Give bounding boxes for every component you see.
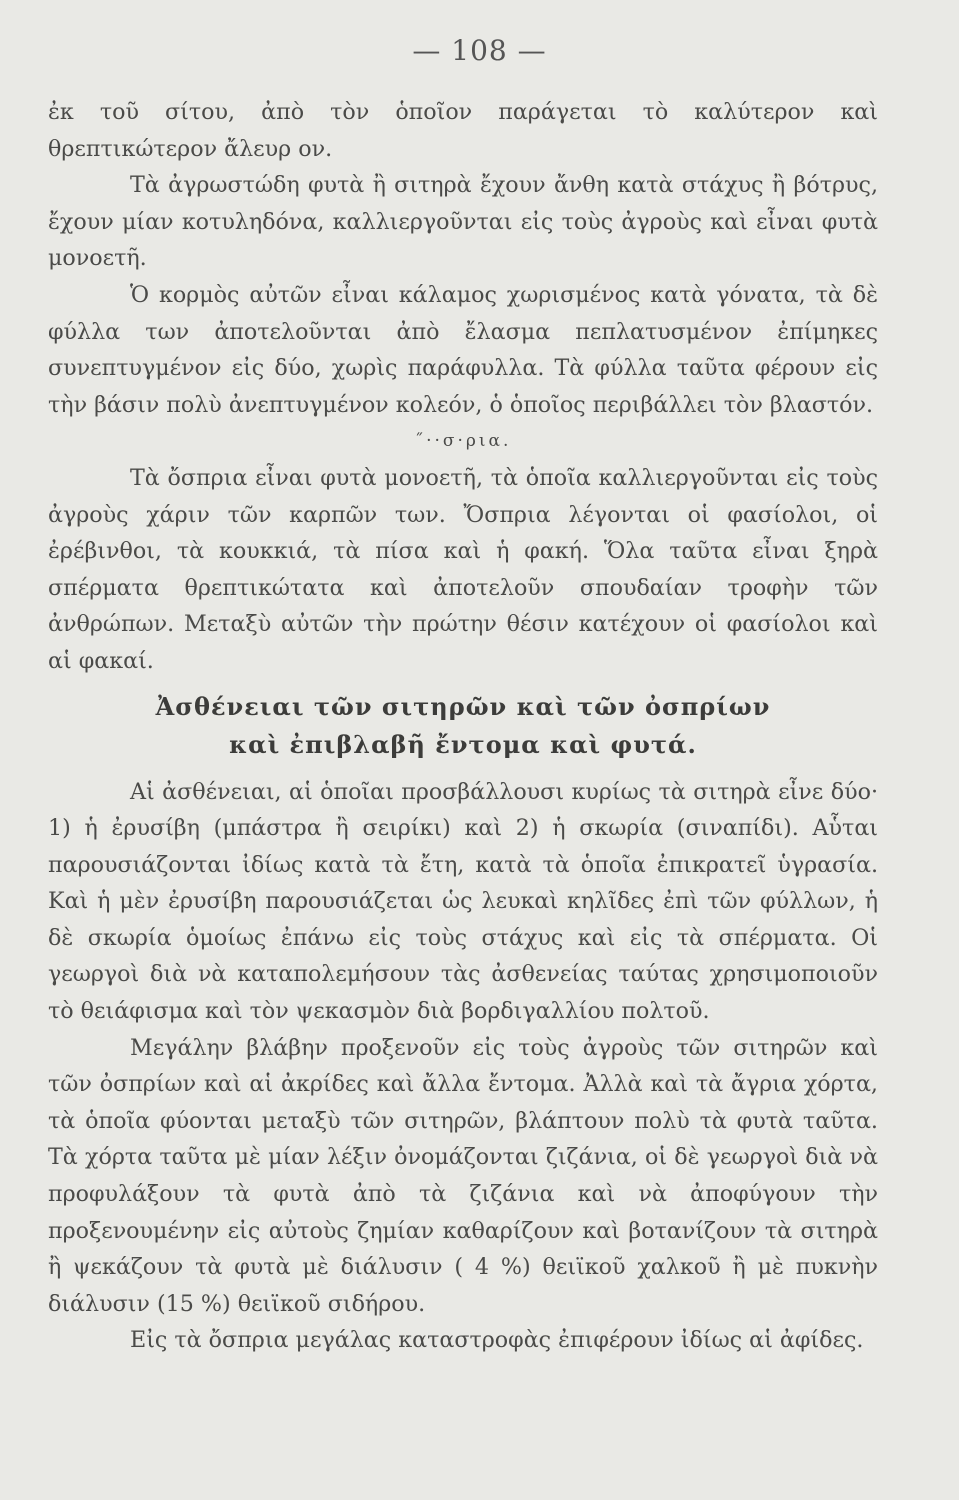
heading-line: Ἀσθένειαι τῶν σιτηρῶν καὶ τῶν ὀσπρίων [155, 691, 771, 721]
section-heading [48, 688, 878, 764]
heading-line: καὶ ἐπιβλαβῆ ἔντομα καὶ φυτά. [229, 729, 697, 759]
paragraph: Αἱ ἀσθένειαι, αἱ ὁποῖαι προσβάλλουσι κυρίως τὰ σιτηρὰ εἶνε δύο· 1) ἡ ἐρυσίβη (μπάστρα ἢ σειρίκι) καὶ 2) ἡ σκωρία (σιναπίδι). Αὗται παρουσιάζονται ἰδίως κατὰ τὰ ἔτη, κατὰ τὰ ὁποῖα ἐπικρατεῖ ὑγρασία. Καὶ ἡ μὲν ἐρυσίβη παρουσιάζεται ὡς λευκαὶ κηλῖδες ἐπὶ τῶν φύλλων, ἡ δὲ σκωρία ὁμοίως ἐπάνω εἰς τοὺς στάχυς καὶ εἰς τὰ σπέρματα. Οἱ γεωργοὶ διὰ νὰ καταπολεμήσουν τὰς ἀσθενείας ταύτας χρησιμοποιοῦν τὸ θειάφισμα καὶ τὸν ψεκασμὸν διὰ βορδιγαλλίου πολτοῦ. [48, 778, 878, 1025]
paragraph: Τὰ ὄσπρια εἶναι φυτὰ μονοετῆ, τὰ ὁποῖα καλλιεργοῦνται εἰς τοὺς ἀγροὺς χάριν τῶν καρπῶν των. Ὄσπρια λέγονται οἱ φασίολοι, οἱ ἐρέβινθοι, τὰ κουκκιά, τὰ πίσα καὶ ἡ φακή. Ὅλα ταῦτα εἶναι ξηρὰ σπέρματα θρεπτικώτατα καὶ ἀποτελοῦν σπουδαίαν τροφὴν τῶν ἀνθρώπων. Μεταξὺ αὐτῶν τὴν πρώτην θέσιν κατέχουν οἱ φασίολοι καὶ αἱ φακαί. [48, 464, 878, 674]
body-text [48, 94, 878, 1359]
paragraph: Ὁ κορμὸς αὐτῶν εἶναι κάλαμος χωρισμένος κατὰ γόνατα, τὰ δὲ φύλλα των ἀποτελοῦνται ἀπὸ ἔλασμα πεπλατυσμένον ἐπίμηκες συνεπτυγμένον εἰς δύο, χωρὶς παράφυλλα. Τὰ φύλλα ταῦτα φέρουν εἰς τὴν βάσιν πολὺ ἀνεπτυγμένον κολεόν, ὁ ὁποῖος περιβάλλει τὸν βλαστόν. [48, 281, 878, 418]
paragraph: Τὰ ἀγρωστώδη φυτὰ ἢ σιτηρὰ ἔχουν ἄνθη κατὰ στάχυς ἢ βότρυς, ἔχουν μίαν κοτυληδόνα, καλλιεργοῦνται εἰς τοὺς ἀγροὺς καὶ εἶναι φυτὰ μονοετῆ. [48, 172, 878, 272]
page-number: — 108 — [412, 34, 547, 67]
paragraph: Εἰς τὰ ὄσπρια μεγάλας καταστροφὰς ἐπιφέρουν ἰδίως αἱ ἀφίδες. [130, 1327, 864, 1354]
section-subtitle: ˝··σ·ρια. [414, 431, 512, 452]
paragraph: ἐκ τοῦ σίτου, ἀπὸ τὸν ὁποῖον παράγεται τὸ καλύτερον καὶ θρεπτικώτερον ἄλευρ ον. [48, 99, 878, 162]
paragraph: Μεγάλην βλάβην προξενοῦν εἰς τοὺς ἀγροὺς τῶν σιτηρῶν καὶ τῶν ὀσπρίων καὶ αἱ ἀκρίδες καὶ ἄλλα ἔντομα. Ἀλλὰ καὶ τὰ ἄγρια χόρτα, τὰ ὁποῖα φύονται μεταξὺ τῶν σιτηρῶν, βλάπτουν πολὺ τὰ φυτὰ ταῦτα. Τὰ χόρτα ταῦτα μὲ μίαν λέξιν ὀνομάζονται ζιζάνια, οἱ δὲ γεωργοὶ διὰ νὰ προφυλάξουν τὰ φυτὰ ἀπὸ τὰ ζιζάνια καὶ νὰ ἀποφύγουν τὴν προξενουμένην εἰς αὐτοὺς ζημίαν καθαρίζουν καὶ βοτανίζουν τὰ σιτηρὰ ἢ ψεκάζουν τὰ φυτὰ μὲ διάλυσιν ( 4 %) θειϊκοῦ χαλκοῦ ἢ μὲ πυκνὴν διάλυσιν (15 %) θειϊκοῦ σιδήρου. [48, 1034, 878, 1317]
